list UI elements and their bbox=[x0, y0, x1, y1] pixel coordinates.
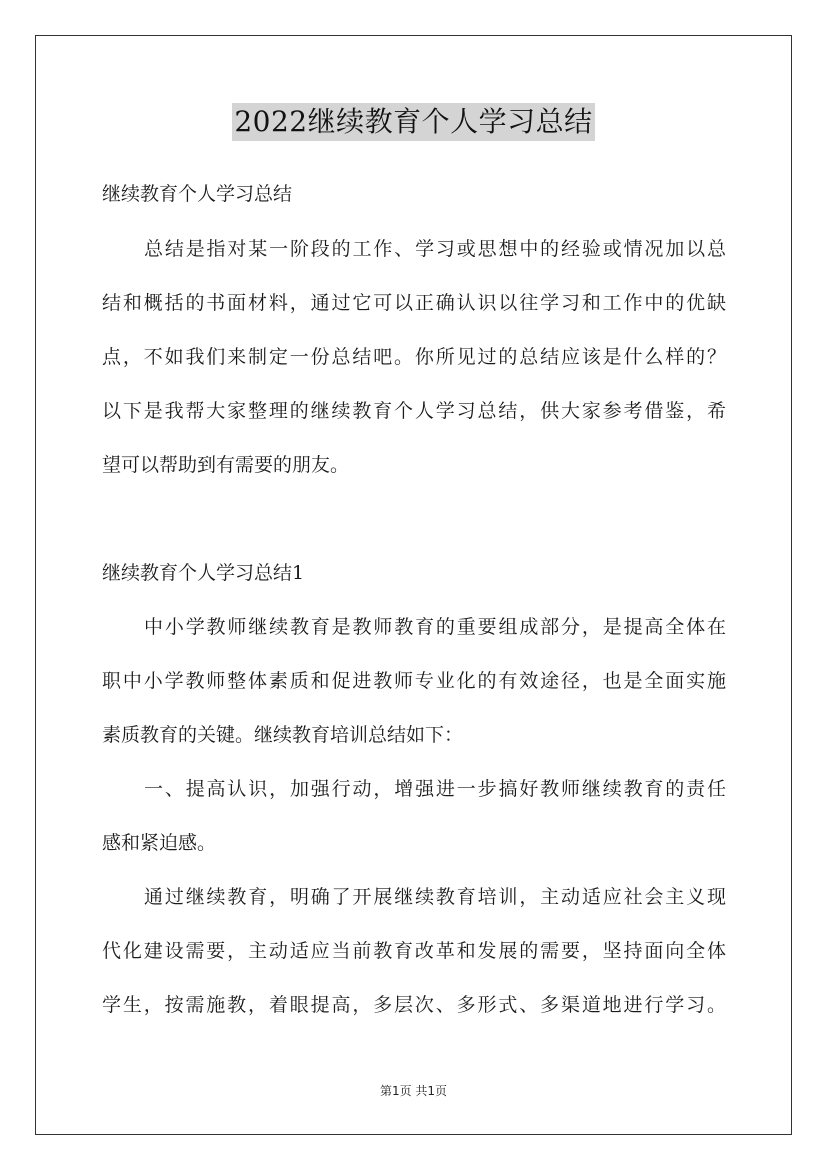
paragraph-line: 望可以帮助到有需要的朋友。 bbox=[102, 454, 350, 476]
paragraph-line: 感和紧迫感。 bbox=[102, 832, 217, 854]
paragraph-line: 中小学教师继续教育是教师教育的重要组成部分，是提高全体在 bbox=[144, 616, 726, 638]
subsection-heading: 继续教育个人学习总结1 bbox=[102, 562, 305, 584]
page-footer: 第1页 共1页 bbox=[379, 1084, 448, 1098]
section-heading: 继续教育个人学习总结 bbox=[102, 183, 293, 205]
paragraph-line: 学生，按需施教，着眼提高，多层次、多形式、多渠道地进行学习。 bbox=[102, 994, 726, 1016]
paragraph-line: 点，不如我们来制定一份总结吧。你所见过的总结应该是什么样的？ bbox=[102, 346, 726, 368]
document-title: 2022继续教育个人学习总结 bbox=[232, 103, 594, 141]
paragraph-line: 代化建设需要，主动适应当前教育改革和发展的需要，坚持面向全体 bbox=[102, 940, 726, 962]
paragraph-line: 素质教育的关键。继续教育培训总结如下： bbox=[102, 724, 464, 746]
paragraph-line: 总结是指对某一阶段的工作、学习或思想中的经验或情况加以总 bbox=[144, 238, 726, 260]
paragraph-line: 结和概括的书面材料，通过它可以正确认识以往学习和工作中的优缺 bbox=[102, 292, 726, 314]
paragraph-line: 以下是我帮大家整理的继续教育个人学习总结，供大家参考借鉴，希 bbox=[102, 400, 726, 422]
title-wrap bbox=[0, 103, 827, 141]
paragraph-line: 通过继续教育，明确了开展继续教育培训，主动适应社会主义现 bbox=[144, 886, 726, 908]
paragraph-line: 职中小学教师整体素质和促进教师专业化的有效途径，也是全面实施 bbox=[102, 670, 726, 692]
paragraph-line: 一、提高认识，加强行动，增强进一步搞好教师继续教育的责任 bbox=[144, 778, 726, 800]
